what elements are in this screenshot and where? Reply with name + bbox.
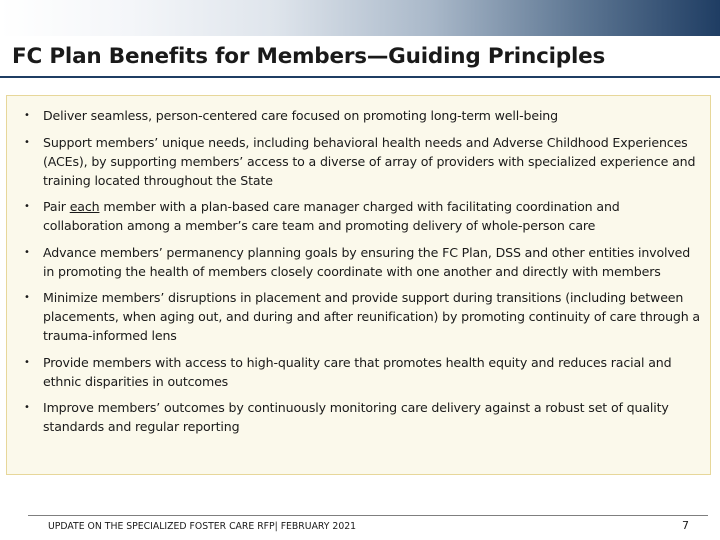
principle-item bbox=[7, 243, 700, 281]
principle-text: Deliver seamless, person-centered care focused on promoting long-term well-being bbox=[43, 108, 558, 123]
header-gradient-band bbox=[0, 0, 720, 36]
principle-item bbox=[7, 133, 700, 190]
bullet-icon: • bbox=[24, 110, 30, 121]
principle-text: Minimize members’ disruptions in placement and provide support during transitions (including between placements, when aging out, and during and after reunification) by promoting continuity of care through a trauma-informed lens bbox=[43, 290, 701, 343]
page-number: 7 bbox=[682, 519, 689, 532]
bullet-icon: • bbox=[24, 402, 30, 413]
principle-item bbox=[7, 106, 700, 125]
principle-text: Provide members with access to high-quality care that promotes health equity and reduces racial and ethnic disparities in outcomes bbox=[43, 354, 672, 389]
principle-text: Improve members’ outcomes by continuously monitoring care delivery against a robust set of quality standards and regular reporting bbox=[43, 400, 669, 434]
bullet-icon: • bbox=[24, 201, 30, 212]
principle-item bbox=[7, 398, 700, 436]
slide-title: FC Plan Benefits for Members—Guiding Principles bbox=[12, 44, 606, 69]
principle-text-post: member with a plan-based care manager charged with facilitating coordination and collaboration among a member’s care team and promoting delivery of whole-person care bbox=[43, 199, 620, 233]
footer-label: UPDATE ON THE SPECIALIZED FOSTER CARE RFP| FEBRUARY 2021 bbox=[48, 521, 357, 532]
bullet-icon: • bbox=[24, 292, 30, 303]
footer-divider bbox=[28, 515, 708, 516]
principle-item bbox=[7, 197, 700, 235]
principles-box bbox=[6, 95, 711, 475]
principle-text: Support members’ unique needs, including behavioral health needs and Adverse Childhood Experiences (ACEs), by supporting members’ access to a diverse of array of providers with specialized experience and training located throughout the State bbox=[43, 134, 696, 188]
principle-text: Advance members’ permanency planning goals by ensuring the FC Plan, DSS and other entities involved in promoting the health of members closely coordinate with one another and directly with members bbox=[43, 244, 691, 279]
principle-text-pre: Pair bbox=[43, 199, 70, 214]
principles-list bbox=[7, 96, 710, 436]
bullet-icon: • bbox=[24, 356, 30, 368]
principle-item bbox=[7, 288, 700, 345]
title-divider bbox=[0, 76, 720, 78]
bullet-icon: • bbox=[24, 136, 30, 148]
principle-item bbox=[7, 353, 700, 391]
bullet-icon: • bbox=[24, 246, 30, 258]
principle-text-underlined: each bbox=[69, 199, 100, 214]
